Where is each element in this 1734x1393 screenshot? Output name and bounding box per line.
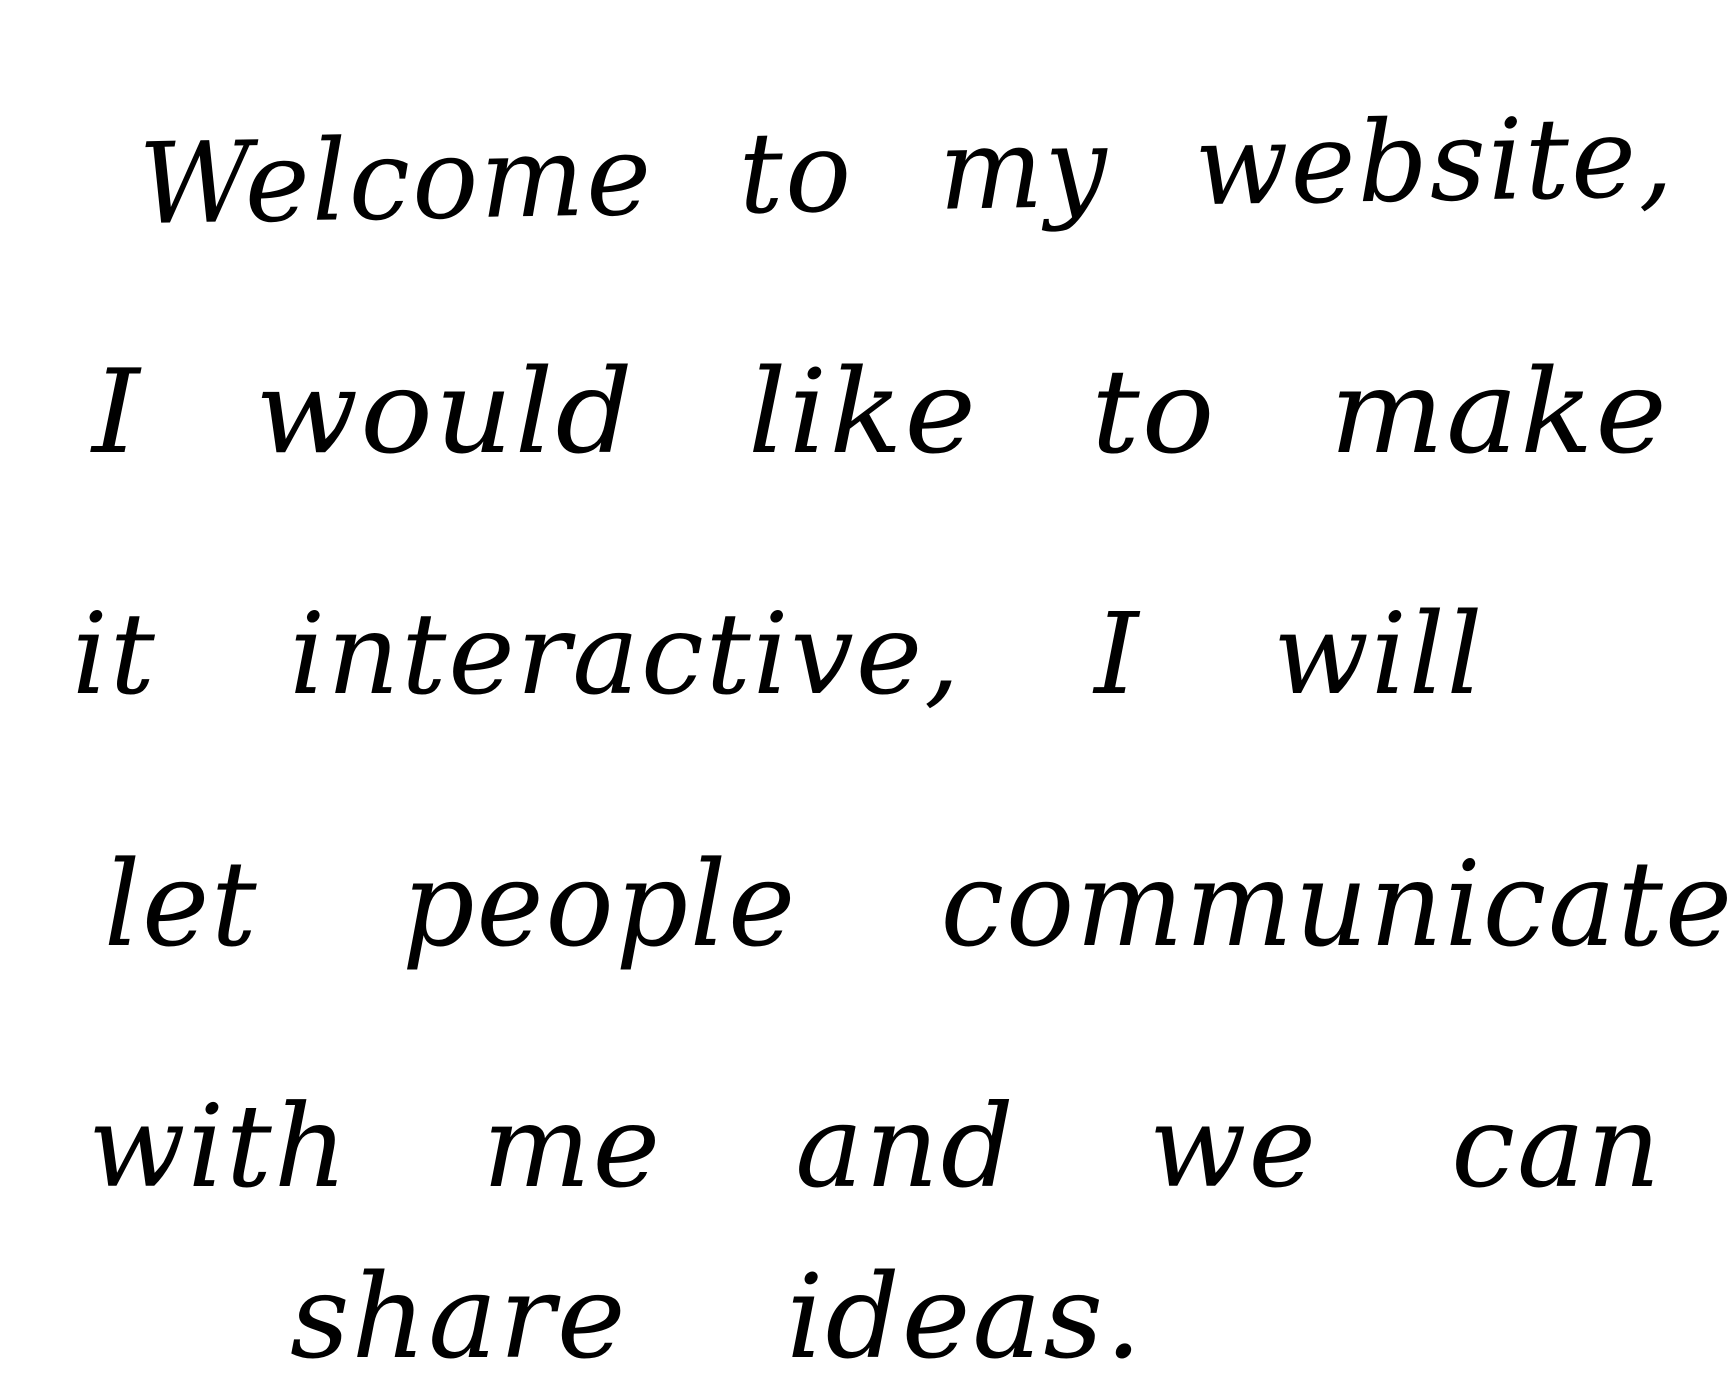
note-line-5: with me and we can xyxy=(88,1080,1663,1213)
note-line-6: share ideas. xyxy=(290,1250,1144,1385)
note-line-2: I would like to make xyxy=(92,345,1669,480)
note-line-1: Welcome to my website, xyxy=(137,92,1676,250)
note-line-3: it interactive, I will xyxy=(72,590,1485,720)
note-line-4: let people communicate xyxy=(104,835,1734,973)
